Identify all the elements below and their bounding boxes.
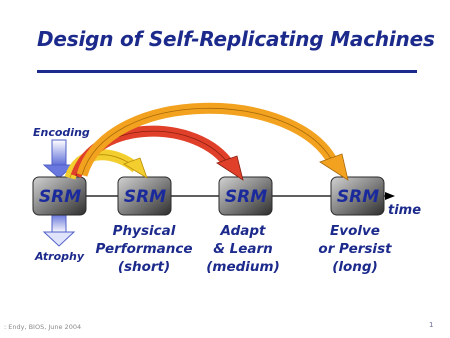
atrophy-arrow	[44, 213, 74, 246]
stage-2-line-2: & Learn	[213, 241, 273, 257]
timeline-arrowhead	[385, 192, 395, 200]
stage-1-line-1: Physical	[112, 223, 176, 239]
encoding-label: Encoding	[33, 126, 90, 139]
stage-1-line-2: Performance	[95, 241, 193, 257]
stage-3-line-2: or Persist	[318, 241, 392, 257]
stage-evolve-persist	[305, 222, 405, 276]
page-number: 1	[429, 321, 434, 329]
stage-adapt-learn	[193, 222, 293, 276]
srm-label-4: SRM	[336, 187, 380, 207]
stage-2-line-3: (medium)	[206, 259, 280, 275]
stage-2-line-1: Adapt	[220, 223, 266, 239]
srm-label-1: SRM	[38, 187, 82, 207]
stage-3-line-3: (long)	[332, 259, 378, 275]
slide-title: Design of Self-Replicating Machines	[37, 27, 435, 51]
stage-3-line-1: Evolve	[330, 223, 380, 239]
srm-label-2: SRM	[123, 187, 167, 207]
footer-citation: : Endy, BIOS, June 2004	[4, 323, 82, 331]
atrophy-label: Atrophy	[35, 250, 85, 263]
stage-physical-performance	[94, 222, 194, 276]
time-label: time	[388, 203, 422, 218]
stage-1-line-3: (short)	[117, 259, 171, 275]
srm-label-3: SRM	[224, 187, 268, 207]
